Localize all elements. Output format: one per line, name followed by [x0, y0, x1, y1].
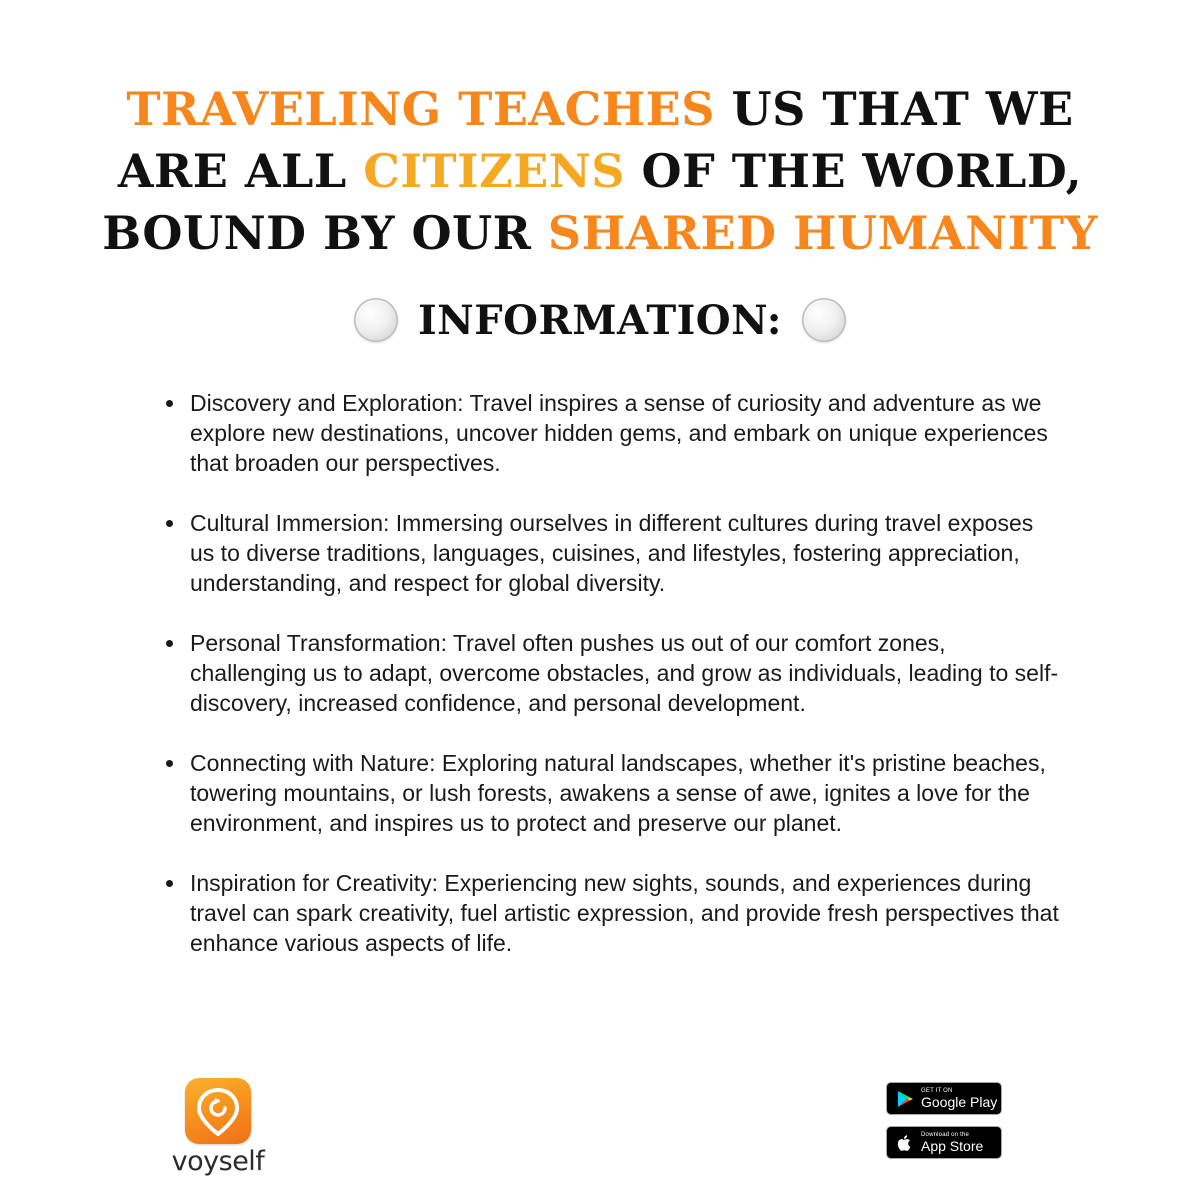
list-item — [160, 628, 1060, 718]
bullet-icon — [166, 640, 173, 647]
apple-icon — [895, 1133, 915, 1153]
list-item-text: Inspiration for Creativity: Experiencing new sights, sounds, and experiences during travel can spark creativity, fuel artistic expression, and provide fresh perspectives that enhance various aspects of life. — [190, 870, 1059, 956]
headline-text: US THAT WE ARE ALL — [117, 82, 1074, 198]
badge-small-text: GET IT ON — [921, 1088, 953, 1094]
headline-highlight-citizens: CITIZENS — [363, 144, 626, 198]
app-store-badge[interactable] — [886, 1126, 1002, 1159]
list-item-text: Discovery and Exploration: Travel inspires a sense of curiosity and adventure as we explore new destinations, uncover hidden gems, and embark on unique experiences that broaden our perspectives. — [190, 390, 1048, 476]
list-item — [160, 388, 1060, 478]
google-play-icon — [895, 1089, 915, 1109]
bullet-icon — [166, 880, 173, 887]
map-pin-refresh-icon — [185, 1078, 251, 1144]
white-circle-icon — [354, 298, 398, 342]
list-item — [160, 508, 1060, 598]
list-item-text: Cultural Immersion: Immersing ourselves in different cultures during travel exposes us to diverse traditions, languages, cuisines, and lifestyles, fostering appreciation, understanding, and respect for global diversity. — [190, 510, 1034, 596]
list-item-text: Personal Transformation: Travel often pushes us out of our comfort zones, challenging us to adapt, overcome obstacles, and grow as individuals, leading to self-discovery, increased confidence, and personal development. — [190, 630, 1059, 716]
bullet-icon — [166, 520, 173, 527]
brand-name: voyself — [171, 1146, 265, 1177]
brand-logo — [168, 1078, 278, 1178]
badge-big-text: Google Play — [921, 1094, 998, 1110]
list-item — [160, 748, 1060, 838]
google-play-badge[interactable] — [886, 1082, 1002, 1115]
info-heading — [200, 290, 1000, 350]
badge-small-text: Download on the — [921, 1132, 970, 1138]
bullet-icon — [166, 400, 173, 407]
list-item — [160, 868, 1060, 958]
headline-highlight-humanity: SHARED HUMANITY — [547, 206, 1098, 260]
headline-text: OF THE WORLD, BOUND BY OUR — [102, 144, 1083, 260]
bullet-icon — [166, 760, 173, 767]
white-circle-icon — [802, 298, 846, 342]
headline-highlight-traveling: TRAVELING TEACHES — [126, 82, 715, 136]
list-item-text: Connecting with Nature: Exploring natural landscapes, whether it's pristine beaches, towering mountains, or lush forests, awakens a sense of awe, ignites a love for the environment, and inspires us to protect and preserve our planet. — [190, 750, 1046, 836]
badge-big-text: App Store — [921, 1138, 984, 1154]
info-points-list — [160, 388, 1060, 988]
info-title: INFORMATION: — [417, 296, 783, 344]
headline — [100, 78, 1100, 264]
